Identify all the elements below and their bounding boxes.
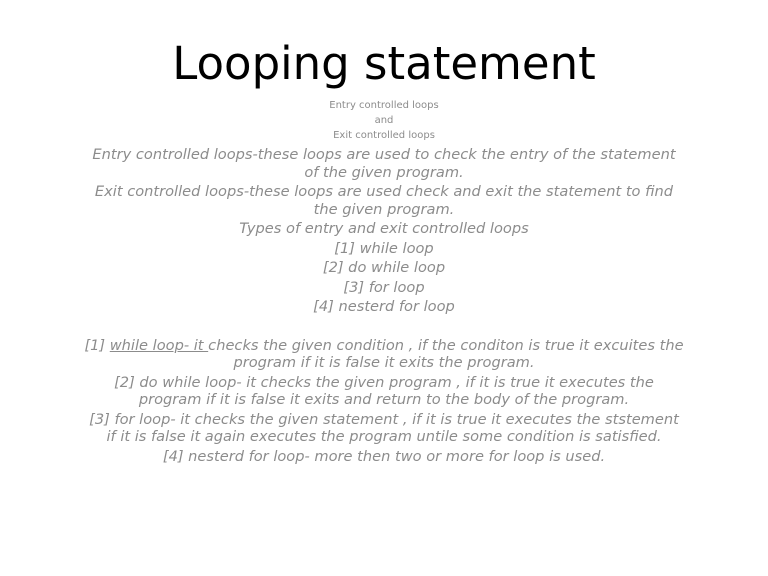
detail-do-while-loop: [2] do while loop- it checks the given program , if it is true it executes the program if it is false it exits and return to the body of the program.: [114, 373, 654, 408]
detail-while-loop: [84, 337, 684, 372]
detail-for-loop: [3] for loop- it checks the given statement , if it is true it executes the ststement if it is false it again executes the program untile some condition is satisfied.: [89, 410, 679, 445]
detail-while-loop-prefix: [1]: [84, 336, 110, 354]
detail-while-loop-rest: checks the given condition , if the conditon is true it excuites the program if it is false it exits the program.: [208, 336, 684, 371]
list-item-nested-for-loop: [4] nesterd for loop: [313, 298, 455, 315]
list-item-for-loop: [3] for loop: [343, 278, 425, 296]
slide-title: Looping statement: [172, 37, 596, 90]
list-item-while-loop: [1] while loop: [334, 239, 434, 257]
detail-nested-for-loop: [4] nesterd for loop- more then two or more for loop is used.: [162, 447, 606, 465]
slide-subtitle: [0, 98, 768, 143]
exit-controlled-definition: Exit controlled loops-these loops are used check and exit the statement to find the given program.: [94, 183, 674, 218]
slide-body: [84, 146, 684, 467]
list-item-do-while-loop: [2] do while loop: [322, 259, 446, 276]
subtitle-line-2: and: [374, 115, 394, 126]
subtitle-line-3: Exit controlled loops: [333, 130, 435, 141]
types-heading: Types of entry and exit controlled loops: [239, 220, 529, 237]
spacer: [84, 318, 684, 337]
subtitle-line-1: Entry controlled loops: [329, 100, 439, 111]
entry-controlled-definition: Entry controlled loops-these loops are used to check the entry of the statement of the given program.: [92, 146, 676, 181]
detail-while-loop-underlined: while loop- it: [109, 336, 209, 354]
